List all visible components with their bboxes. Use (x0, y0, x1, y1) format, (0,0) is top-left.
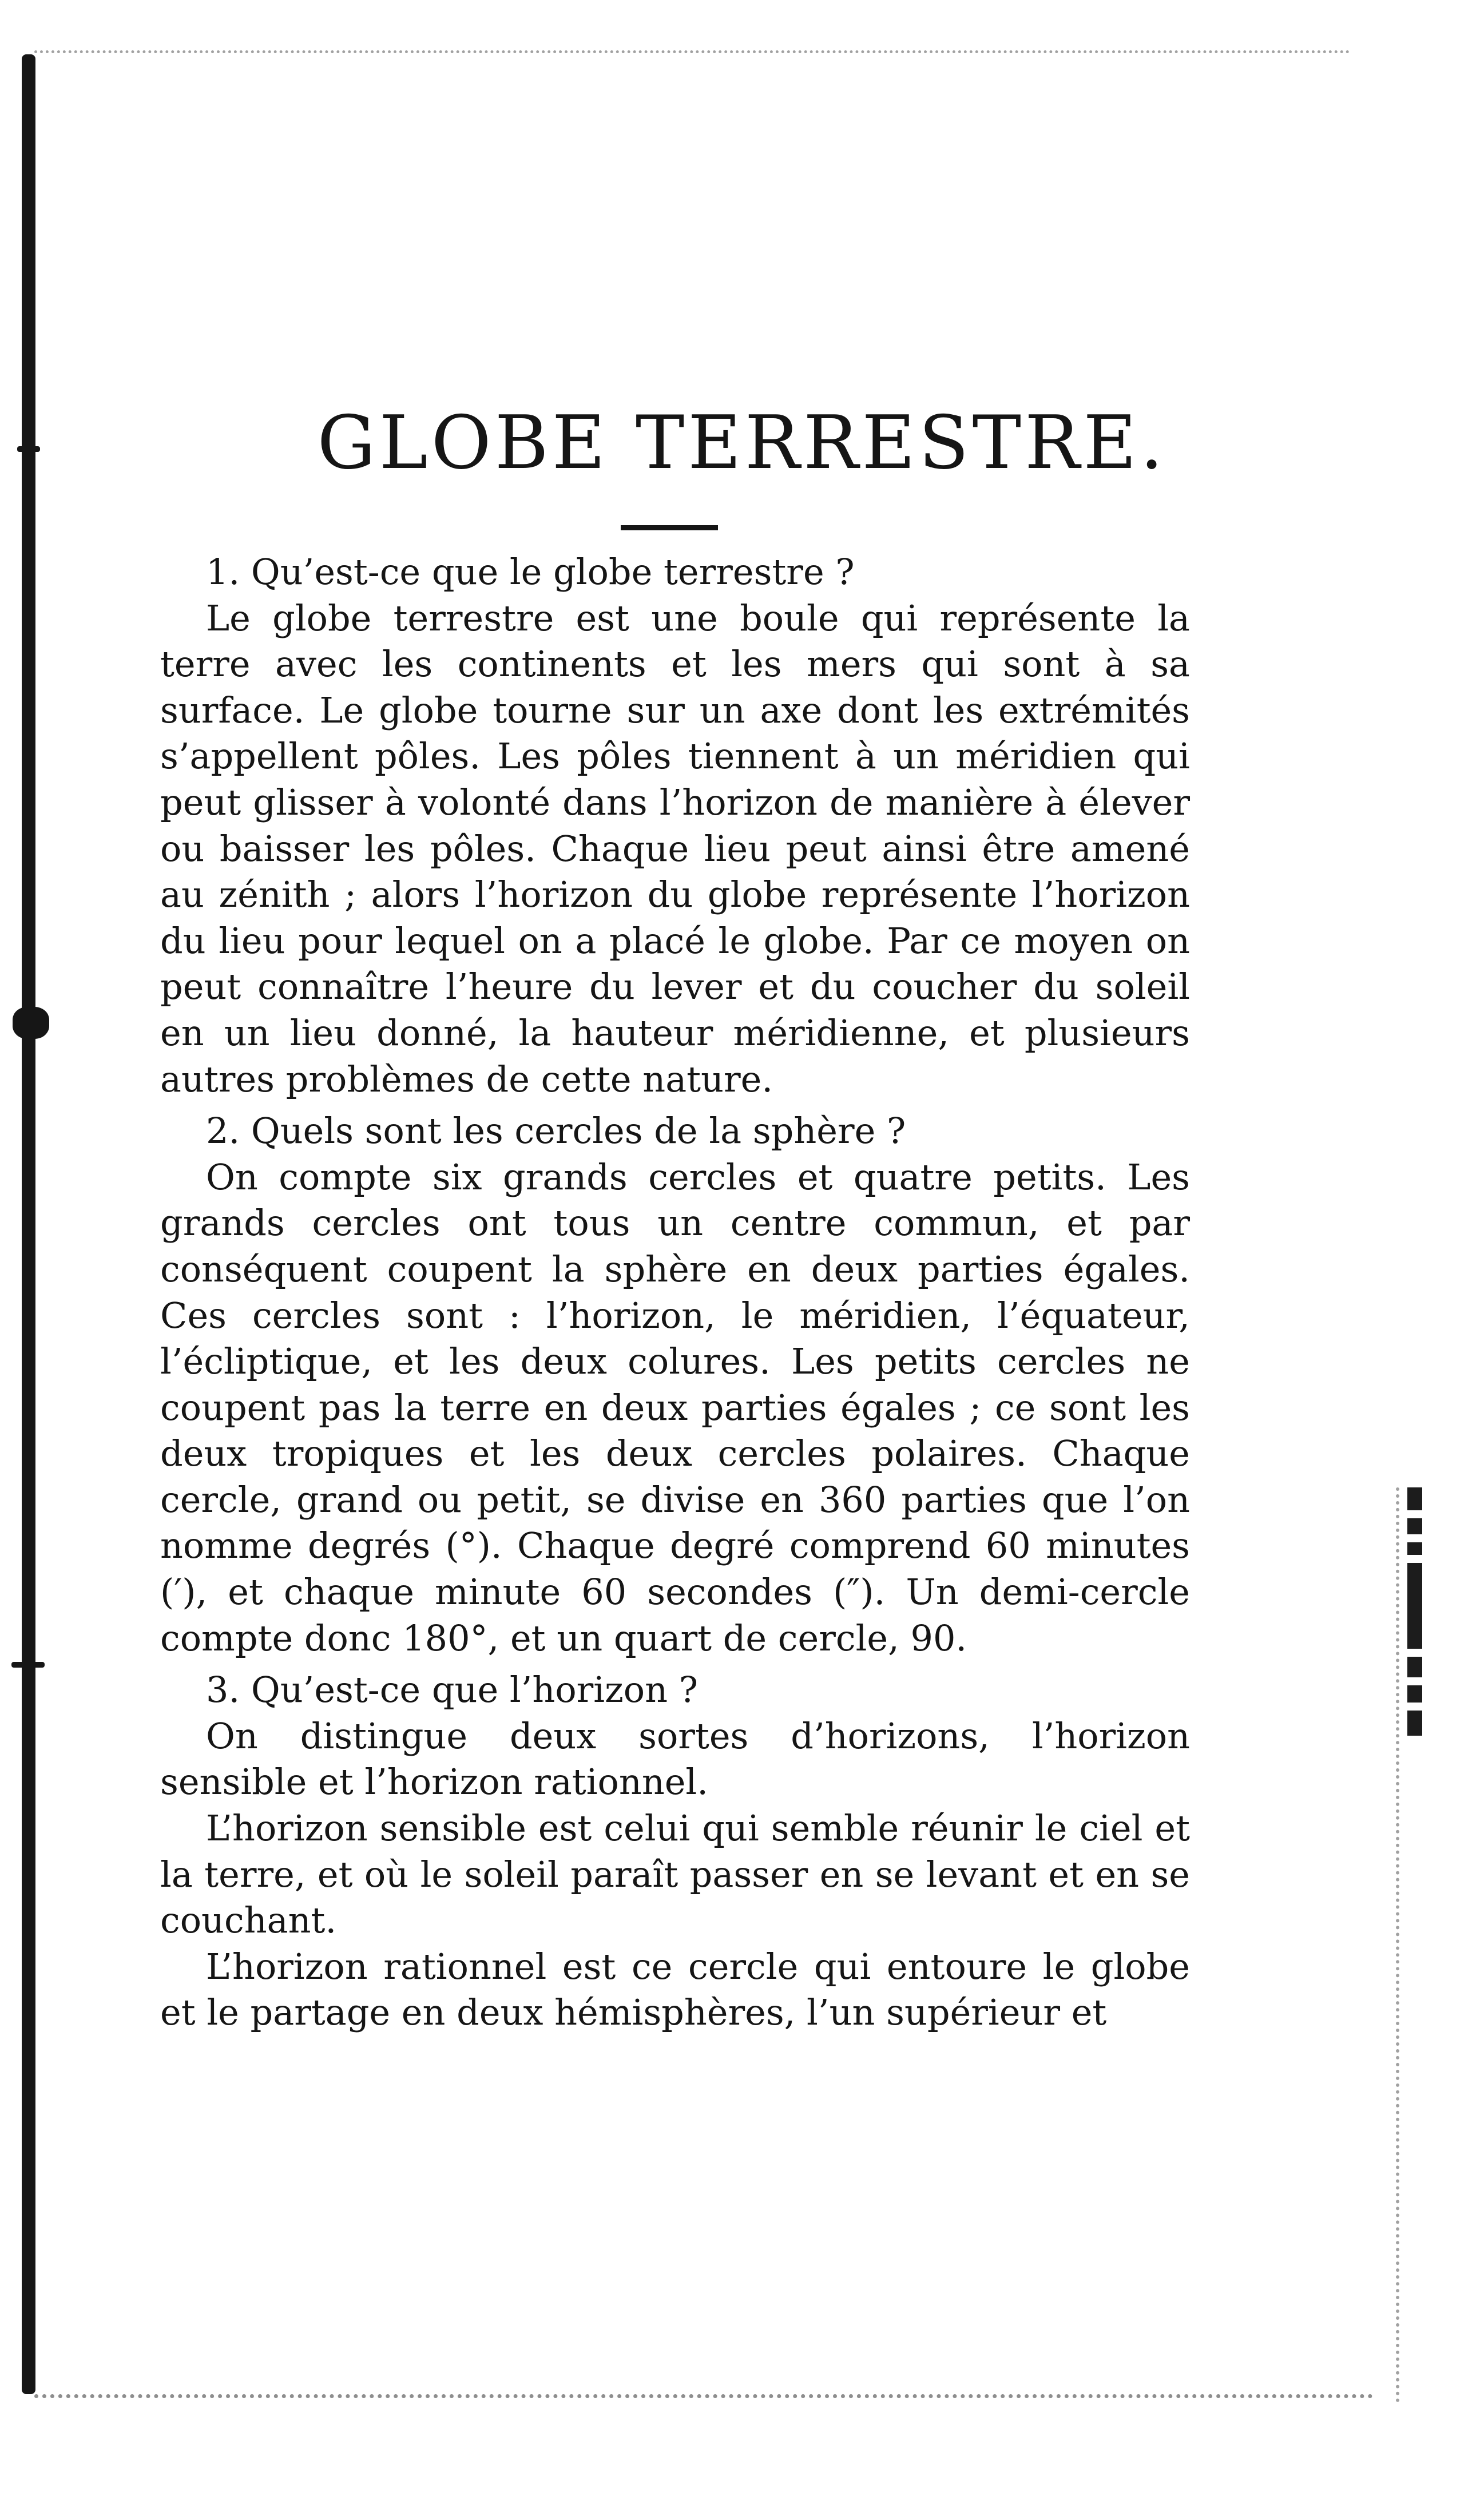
section-3 (160, 1667, 1190, 2036)
binding-clip (13, 1007, 49, 1039)
page-title: GLOBE TERRESTRE. (317, 400, 1167, 486)
paragraph: L’horizon rationnel est ce cercle qui entoure le globe et le partage en deux hémisphères, l’un supérieur et (160, 1945, 1190, 2034)
question-heading: 2. Quels sont les cercles de la sphère ? (206, 1110, 906, 1152)
title-rule (621, 525, 718, 530)
section-1 (160, 549, 1190, 1102)
scan-right-marks (1407, 1487, 1425, 1745)
question-heading: 3. Qu’est-ce que l’horizon ? (206, 1669, 698, 1711)
paragraph: Le globe terrestre est une boule qui représente la terre avec les continents et les mers qui sont à sa surface. Le globe tourne sur un axe dont les extrémités s’appellent pôles. Les pôles tiennent à un méridien qui peut glisser à volonté dans l’horizon de manière à élever ou baisser les pôles. Chaque lieu peut ainsi être amené au zénith ; alors l’horizon du globe représente l’horizon du lieu pour lequel on a placé le globe. Par ce moyen on peut connaître l’heure du lever et du coucher du soleil en un lieu donné, la hauteur méridienne, et plusieurs autres problèmes de cette nature. (160, 597, 1190, 1100)
section-2 (160, 1108, 1190, 1661)
scan-top-edge (34, 50, 1350, 53)
binding-tick (11, 1662, 45, 1668)
scan-bottom-edge (34, 2394, 1373, 2398)
page-body (160, 549, 1190, 2036)
paragraph: On compte six grands cercles et quatre petits. Les grands cercles ont tous un centre commun, et par conséquent coupent la sphère en deux parties égales. Ces cercles sont : l’horizon, le méridien, l’équateur, l’écliptique, et les deux colures. Les petits cercles ne coupent pas la terre en deux parties égales ; ce sont les deux tropiques et les deux cercles polaires. Chaque cercle, grand ou petit, se divise en 360 parties que l’on nomme degrés (°). Chaque degré comprend 60 minutes (′), et chaque minute 60 secondes (″). Un demi-cercle compte donc 180°, et un quart de cercle, 90. (160, 1156, 1190, 1659)
paragraph: On distingue deux sortes d’horizons, l’horizon sensible et l’horizon rationnel. (160, 1715, 1190, 1803)
paragraph: L’horizon sensible est celui qui semble réunir le ciel et la terre, et où le soleil paraît passer en se levant et en se couchant. (160, 1807, 1190, 1942)
scan-right-edge (1396, 1487, 1399, 2403)
question-heading: 1. Qu’est-ce que le globe terrestre ? (206, 551, 855, 593)
